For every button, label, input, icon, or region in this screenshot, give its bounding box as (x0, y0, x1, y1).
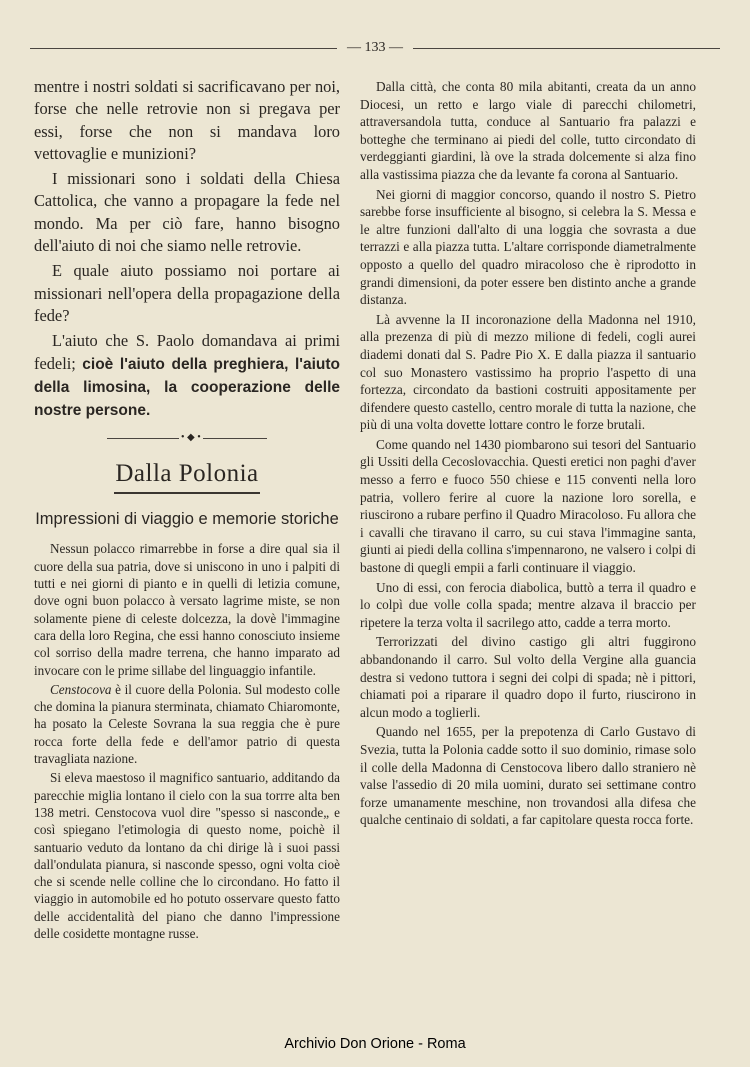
article-paragraph (34, 681, 340, 767)
intro-section (34, 76, 340, 422)
header-rule-right (413, 48, 720, 49)
section-divider (107, 434, 267, 444)
article-paragraph: Si eleva maestoso il magnifico santuario, additando da parecchie miglia lontano il cielo con la sua torrre alta ben 138 metri. Censtocova vuol dire "spesso si nasconde„ e così spiegano l'etimologia di questo nome, poichè il santuario veduto da lontano da chi dirige là i suoi passi dall'ondulata pianura, si nasconde spesso, ogni volta cioè che si scende nelle colline che lo circondano. Ho fatto il viaggio in automobile ed ho potuto osservare questo fatto delle accidentalità del piano che danno l'impressione delle cosidette montagne russe. (34, 770, 340, 941)
closing-plain-text: L'aiuto che S. Paolo domandava ai primi fedeli; (34, 331, 340, 373)
article-paragraph: Dalla città, che conta 80 mila abitanti, creata da un anno Diocesi, un retto e largo viale di parecchi chilometri, attraversandola tutta, conduce al Santuario fra palazzi e botteghe che terminano ai piedi del colle, tutto circondato di verdeggianti giardini, là ove la strada dolcemente si alza fino alla vastissima piazza che da levante fa corona al Santuario. (360, 79, 696, 182)
header-rule-left (30, 48, 337, 49)
right-column (360, 78, 696, 829)
article-paragraph: Là avvenne la II incoronazione della Madonna nel 1910, alla prezenza di più di mezzo milione di fedeli, cogli aurei diademi donati dal S. Padre Pio X. E dalla piazza il santuario col suo Monastero vastissimo ha proprio l'aspetto di una fortezza, circondato da bastioni costruiti appositamente per difendere questo castello, centro morale di tutta la nazione, che più di una volta dovette lottare contro le forze brutali. (360, 311, 696, 433)
article-paragraph: Quando nel 1655, per la prepotenza di Carlo Gustavo di Svezia, tutta la Polonia cadde sotto il suo dominio, rimase solo il colle della Madonna di Censtocova libero dallo straniero nè valse l'assedio di 20 mila uomini, durato sei settimane contro forze umanamente meschine, non trovandosi alla difesa che qualche centinaio di soldati, a far capitolare questa rocca forte. (360, 724, 696, 828)
left-column (34, 76, 340, 942)
page-header (30, 38, 720, 58)
section-title: Dalla Polonia (114, 460, 260, 494)
article-body-right (360, 78, 696, 829)
censtocova-text: è il cuore della Polonia. Sul modesto colle che domina la pianura sterminata, chiamato Chiaromonte, ha posato la Celeste Sovrana la sua reggia che è pure rocca forte della fede e dell'amor patrio di questa travagliata nazione. (34, 681, 340, 767)
intro-paragraph: mentre i nostri soldati si sacrificavano per noi, forse che nelle retrovie non si pregava per essi, forse che non si mandava loro vettovaglie e munizioni? (34, 77, 340, 163)
page-number: — 133 — (347, 40, 403, 55)
article-paragraph: Terrorizzati del divino castigo gli altri fuggirono abbandonando il carro. Sul volto della Vergine alla guancia destra si vedono tuttora i segni dei colpi di spada; nè i pittori, chiamati poi a riparare il quadro dopo il furto, riuscirono in alcun modo a toglierli. (360, 634, 696, 720)
article-paragraph: Uno di essi, con ferocia diabolica, buttò a terra il quadro e lo colpì due volle colla spada; mentre alzava il braccio per ripetere la terza volta il sacrilego atto, cadde a terra morto. (360, 579, 696, 630)
divider-ornament-icon: • ◆ • (181, 432, 201, 444)
article-paragraph: Come quando nel 1430 piombarono sui tesori del Santuario gli Ussiti della Cecoslovacchia. Questi eretici non paghi d'aver messo a ferro e fuoco 550 chiese e 115 conventi nella loro patria, vollero ferire al cuore la nazione loro sorella, e riuscirono a rubare perfino il Quadro Miracoloso. Fu allora che i cavalli che tiravano il carro, su cui stava l'immagine santa, giunti ai piedi della collina s'impennarono, ne valsero i colpi di bastone di quegli empii a farli continuare il viaggio. (360, 436, 697, 576)
archive-footer: Archivio Don Orione - Roma (284, 1036, 466, 1052)
intro-paragraph: E quale aiuto possiamo noi portare ai missionari nell'opera della propagazione della fede? (34, 261, 340, 325)
article-subtitle: Impressioni di viaggio e memorie storiche (35, 510, 339, 529)
article-paragraph: Nei giorni di maggior concorso, quando il nostro S. Pietro sarebbe forse insufficiente al bisogno, si celebra la S. Messa e le altre funzioni dall'alto di una loggia che sovrasta a due terrazzi e alla piazza tutta. L'altare corrisponde diametralmente opposto a quello del quadro miracoloso che è riprodotto in grandi dimensioni, da poter essere ben distinto anche a grande distanza. (360, 186, 696, 308)
censtocova-word: Censtocova (50, 681, 112, 697)
closing-paragraph (34, 330, 340, 422)
closing-bold-text: cioè l'aiuto della preghiera, l'aiuto della limosina, la cooperazione delle nostre persone. (34, 355, 340, 420)
article-paragraph: Nessun polacco rimarrebbe in forse a dire qual sia il cuore della sua patria, dove si uniscono in uno i palpiti di tutti e nei giorni di pianto e in quelli di letizia comune, dove ogni buon polacco à versato lagrime miste, se non solamente piene di celeste dolcezza, la dovè l'immagine cara della loro Regina, che essi hanno conosciuto insieme col sorriso della madre terrena, che hanno imparato ad invocare con le prime sillabe del linguaggio infantile. (34, 541, 340, 678)
article-body-left (34, 540, 340, 942)
intro-paragraph: I missionari sono i soldati della Chiesa Cattolica, che vanno a propagare la fede nel mondo. Ma per ciò fare, hanno bisogno dell'aiuto di noi che siamo nelle retrovie. (34, 169, 340, 256)
